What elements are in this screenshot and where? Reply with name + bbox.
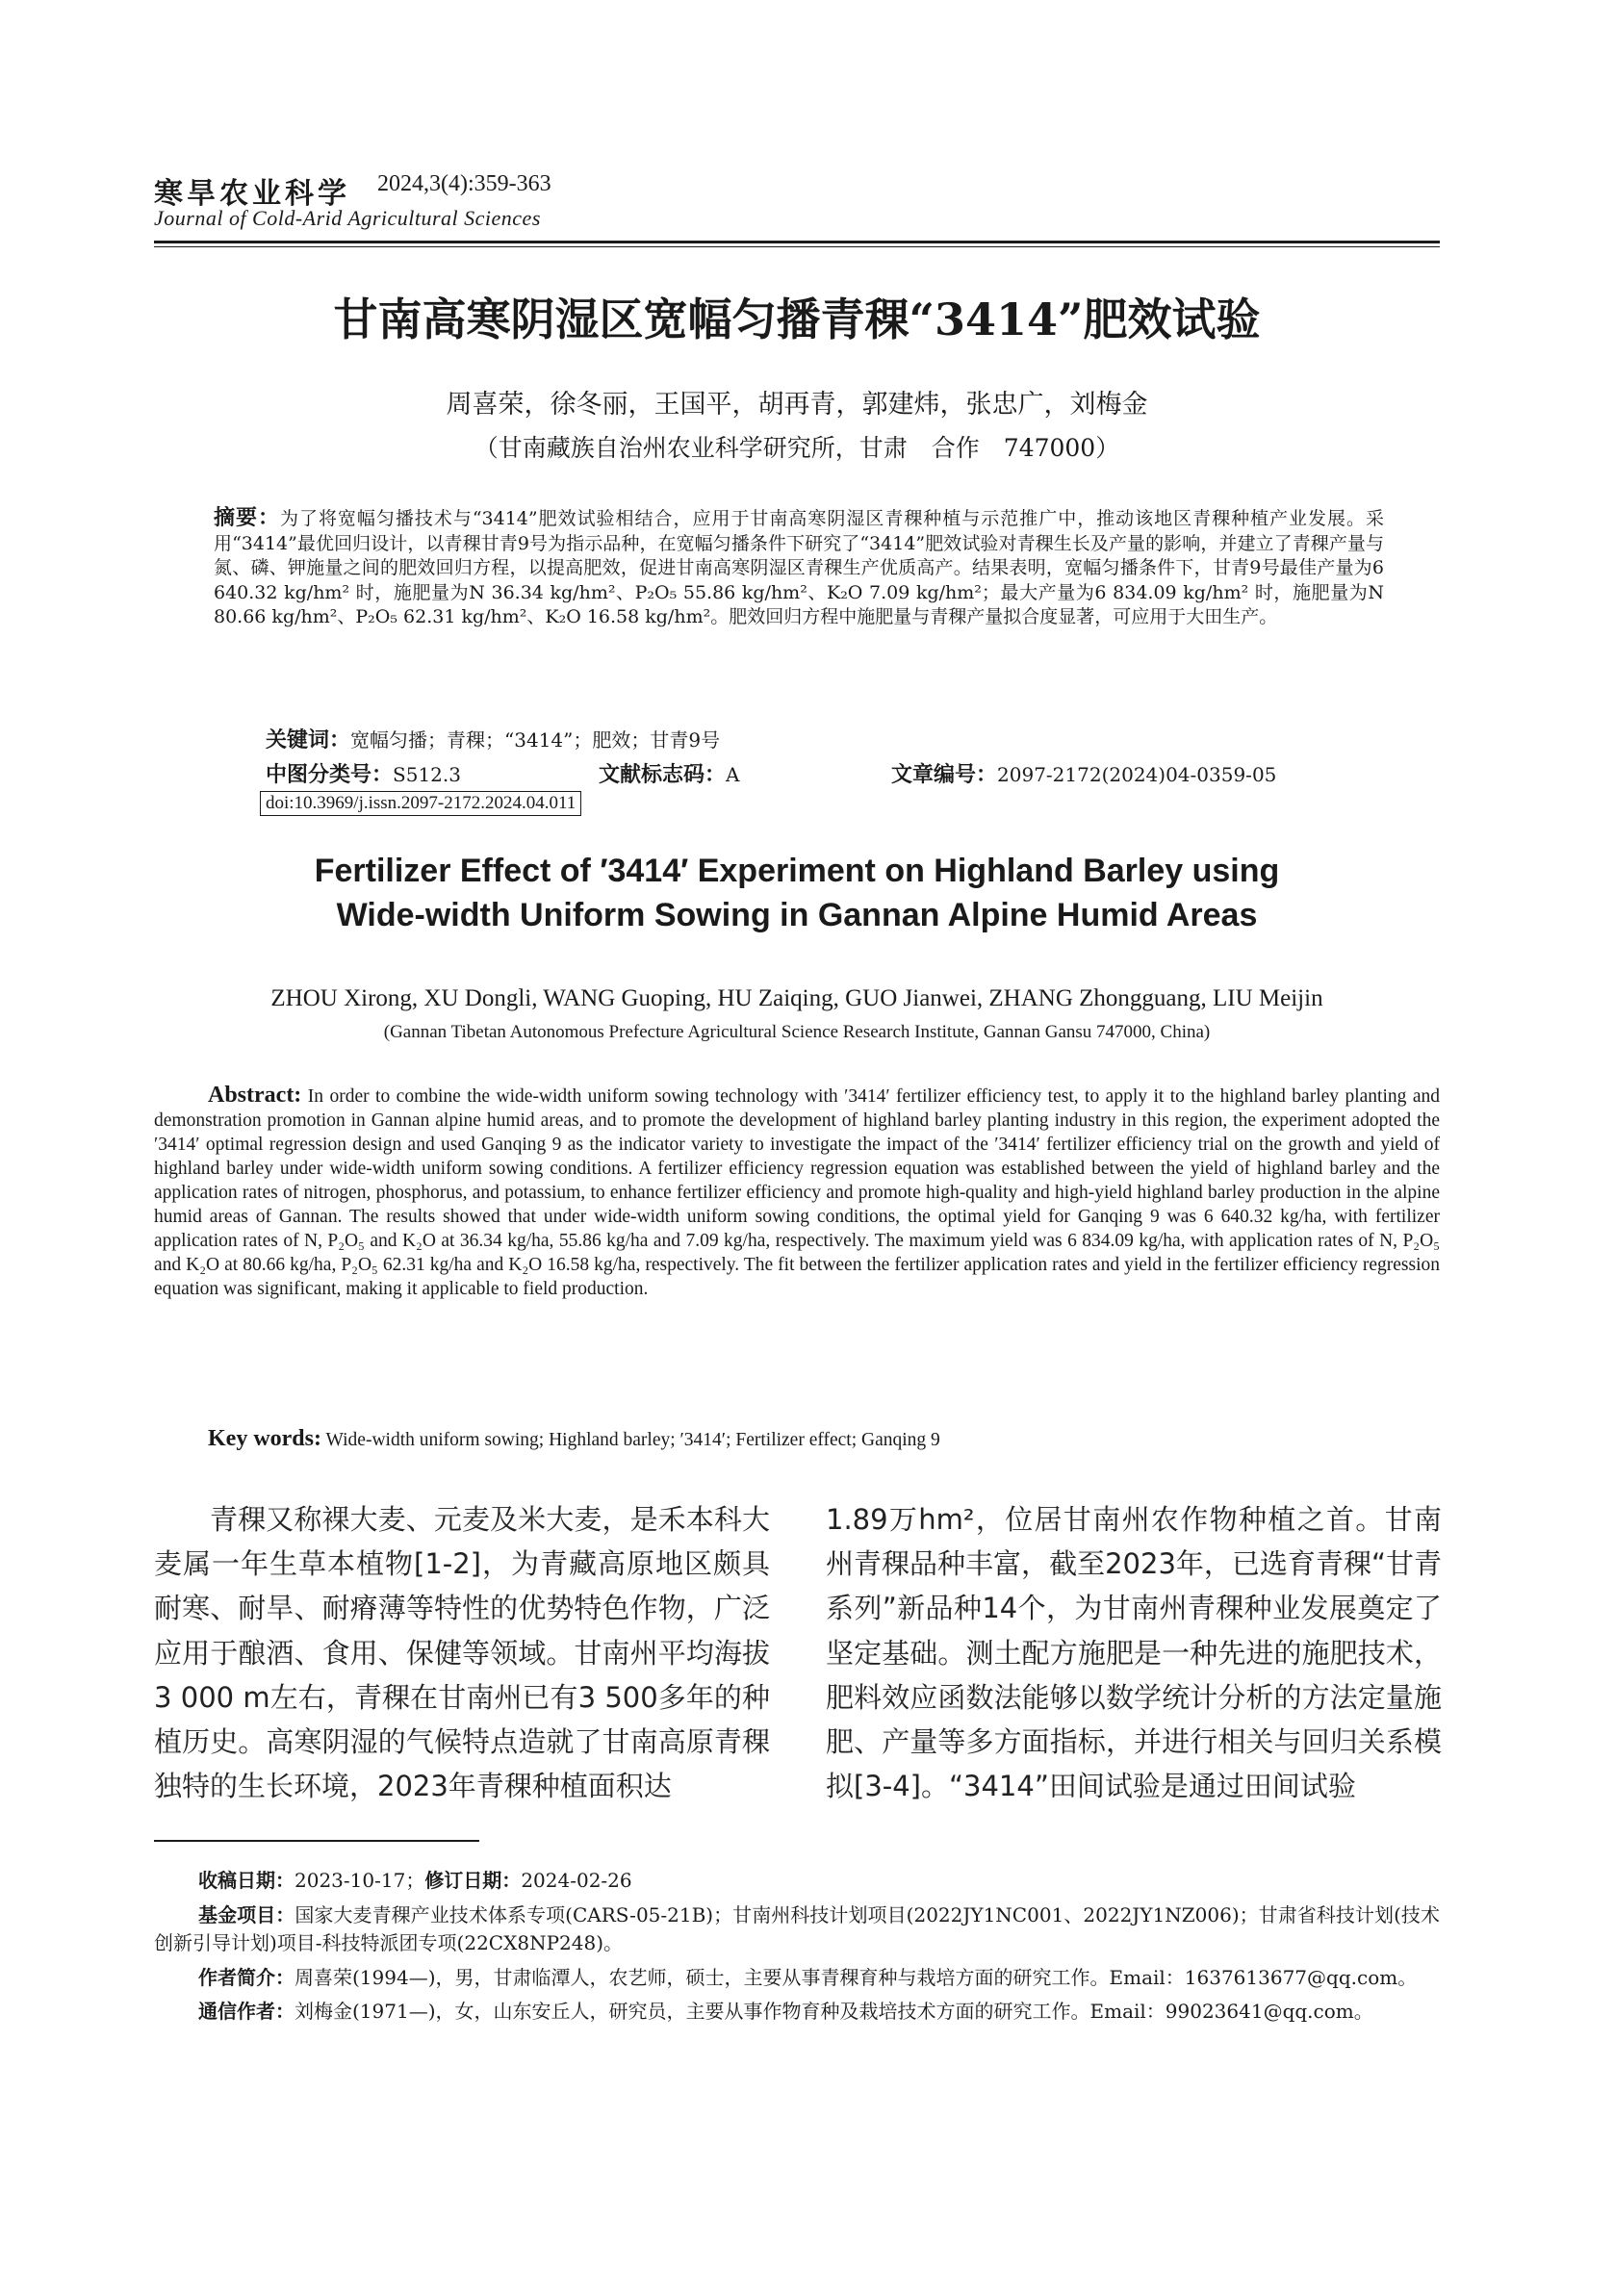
keywords-en-text: Wide-width uniform sowing; Highland barley; ′3414′; Fertilizer effect; Ganqing 9 (325, 1430, 940, 1450)
corresponding-text: 刘梅金(1971—)，女，山东安丘人，研究员，主要从事作物育种及栽培技术方面的研究工作。Email：99023641@qq.com。 (295, 2000, 1373, 2023)
body-column-left: 青稞又称裸大麦、元麦及米大麦，是禾本科大麦属一年生草本植物[1-2]，为青藏高原地区颇具耐寒、耐旱、耐瘠薄等特性的优势特色作物，广泛应用于酿酒、食用、保健等领域。甘南州平均海拔3 000 m左右，青稞在甘南州已有3 500多年的种植历史。高寒阴湿的气候特点造就了甘南高原青稞独特的生长环境，2023年青稞种植面积达 (154, 1503, 770, 1803)
keywords-cn-text: 宽幅匀播；青稞；“3414”；肥效；甘青9号 (350, 728, 721, 752)
footnote-dates (154, 1867, 1440, 1896)
affiliation-en: (Gannan Tibetan Autonomous Prefecture Agricultural Science Research Institute, Gannan Gansu 747000, China) (383, 1022, 1211, 1042)
fund-text: 国家大麦青稞产业技术体系专项(CARS-05-21B)；甘南州科技计划项目(2022JY1NC001、2022JY1NZ006)；甘肃省科技计划(技术创新引导计划)项目-科技特派团专项(22CX8NP248)。 (154, 1902, 1440, 1954)
class-number-value: S512.3 (393, 763, 461, 786)
journal-citation: 2024,3(4):359-363 (377, 171, 551, 196)
footnote-corresponding (154, 1998, 1440, 2027)
doi-link[interactable]: doi:10.3969/j.issn.2097-2172.2024.04.011 (260, 791, 581, 816)
english-title-line2: Wide-width Uniform Sowing in Gannan Alpine Humid Areas (336, 897, 1258, 933)
article-number (891, 758, 1276, 788)
english-title (154, 849, 1440, 937)
abstract-cn-label: 摘要： (214, 506, 280, 530)
revised-label: 修订日期： (424, 1869, 522, 1892)
author-bio-text: 周喜荣(1994—)，男，甘肃临潭人，农艺师，硕士，主要从事青稞育种与栽培方面的研究工作。Email：1637613677@qq.com。 (295, 1965, 1418, 1989)
fund-label: 基金项目： (198, 1902, 295, 1926)
author-bio-label: 作者简介： (198, 1965, 295, 1989)
author-list-cn: 周喜荣，徐冬丽，王国平，胡再青，郭建炜，张忠广，刘梅金 (446, 390, 1148, 420)
class-number (266, 758, 461, 788)
journal-name-en: Journal of Cold-Arid Agricultural Sciences (154, 206, 541, 230)
journal-logo: 寒旱农业科学 (154, 177, 350, 211)
keywords-en (208, 1426, 940, 1452)
class-number-label: 中图分类号： (266, 763, 394, 787)
corresponding-label: 通信作者： (198, 2000, 295, 2023)
keywords-cn (266, 724, 720, 753)
keywords-cn-label: 关键词： (266, 728, 351, 753)
header-rule-thin (154, 246, 1440, 247)
footnote-rule (154, 1840, 479, 1842)
keywords-en-label: Key words: (208, 1426, 321, 1451)
footnote (154, 1867, 1440, 2032)
received-label: 收稿日期： (198, 1869, 295, 1892)
abstract-en (154, 1084, 1440, 1301)
footnote-author (154, 1964, 1440, 1993)
page-title: 甘南高寒阴湿区宽幅匀播青稞“3414”肥效试验 (333, 293, 1261, 345)
footnote-fund (154, 1901, 1440, 1958)
abstract-en-label: Abstract: (208, 1083, 302, 1108)
abstract-cn (214, 506, 1384, 630)
body-column-right: 1.89万hm²，位居甘南州农作物种植之首。甘南州青稞品种丰富，截至2023年，已选育青稞“甘青系列”新品种14个，为甘南州青稞种业发展奠定了坚定基础。测土配方施肥是一种先进的施肥技术，肥料效应函数法能够以数学统计分析的方法定量施肥、产量等多方面指标，并进行相关与回归关系模拟[3-4]。“3414”田间试验是通过田间试验 (826, 1503, 1442, 1803)
doc-code-value: A (726, 763, 740, 786)
article-number-label: 文章编号： (891, 763, 998, 787)
abstract-cn-text: 为了将宽幅匀播技术与“3414”肥效试验相结合，应用于甘南高寒阴湿区青稞种植与示范推广中，推动该地区青稞种植产业发展。采用“3414”最优回归设计，以青稞甘青9号为指示品种，在宽幅匀播条件下研究了“3414”肥效试验对青稞生长及产量的影响，并建立了青稞产量与氮、磷、钾施量之间的肥效回归方程，以提高肥效，促进甘南高寒阴湿区青稞生产优质高产。结果表明，宽幅匀播条件下，甘青9号最佳产量为6 640.32 kg/hm² 时，施肥量为N 36.34 kg/hm²、P₂O₅ 55.86 kg/hm²、K₂O 7.09 kg/hm²；最大产量为6 834.09 kg/hm² 时，施肥量为N 80.66 kg/hm²、P₂O₅ 62.31 kg/hm²、K₂O 16.58 kg/hm²。肥效回归方程中施肥量与青稞产量拟合度显著，可应用于大田生产。 (214, 508, 1384, 627)
article-number-value: 2097-2172(2024)04-0359-05 (997, 763, 1277, 786)
revised-date: 2024-02-26 (521, 1869, 632, 1892)
author-list-en: ZHOU Xirong, XU Dongli, WANG Guoping, HU Zaiqing, GUO Jianwei, ZHANG Zhongguang, LIU Meijin (270, 985, 1323, 1011)
received-date: 2023-10-17； (295, 1869, 425, 1892)
header-rule (154, 241, 1440, 243)
doc-code-label: 文献标志码： (599, 763, 727, 787)
doc-code (599, 758, 739, 788)
affiliation-cn: （甘南藏族自治州农业科学研究所，甘肃 合作 747000） (474, 434, 1120, 462)
abstract-en-text: In order to combine the wide-width uniform sowing technology with ′3414′ fertilizer efficiency test, to apply it to the highland barley planting and demonstration promotion in Gannan alpine humid areas, and to promote the development of highland barley planting industry in this region, the experiment adopted the ′3414′ optimal regression design and used Ganqing 9 as the indicator variety to investigate the impact of the ′3414′ fertilizer efficiency trial on the growth and yield of highland barley under wide-width uniform sowing conditions. A fertilizer efficiency regression equation was established between the yield of highland barley and the application rates of nitrogen, phosphorus, and potassium, to enhance fertilizer efficiency and promote high-quality and high-yield highland barley production in the alpine humid areas of Gannan. The results showed that under wide-width uniform sowing conditions, the optimal yield for Ganqing 9 was 6 640.32 kg/ha, with fertilizer application rates of N, P₂O₅ and K₂O at 36.34 kg/ha, 55.86 kg/ha and 7.09 kg/ha, respectively. The maximum yield was 6 834.09 kg/ha, with application rates of N, P₂O₅ and K₂O at 80.66 kg/ha, P₂O₅ 62.31 kg/ha and K₂O 16.58 kg/ha, respectively. The fit between the fertilizer application rates and yield in the fertilizer efficiency regression equation was significant, making it applicable to field production. (154, 1086, 1440, 1299)
english-title-line1: Fertilizer Effect of ′3414′ Experiment on Highland Barley using (314, 853, 1280, 889)
